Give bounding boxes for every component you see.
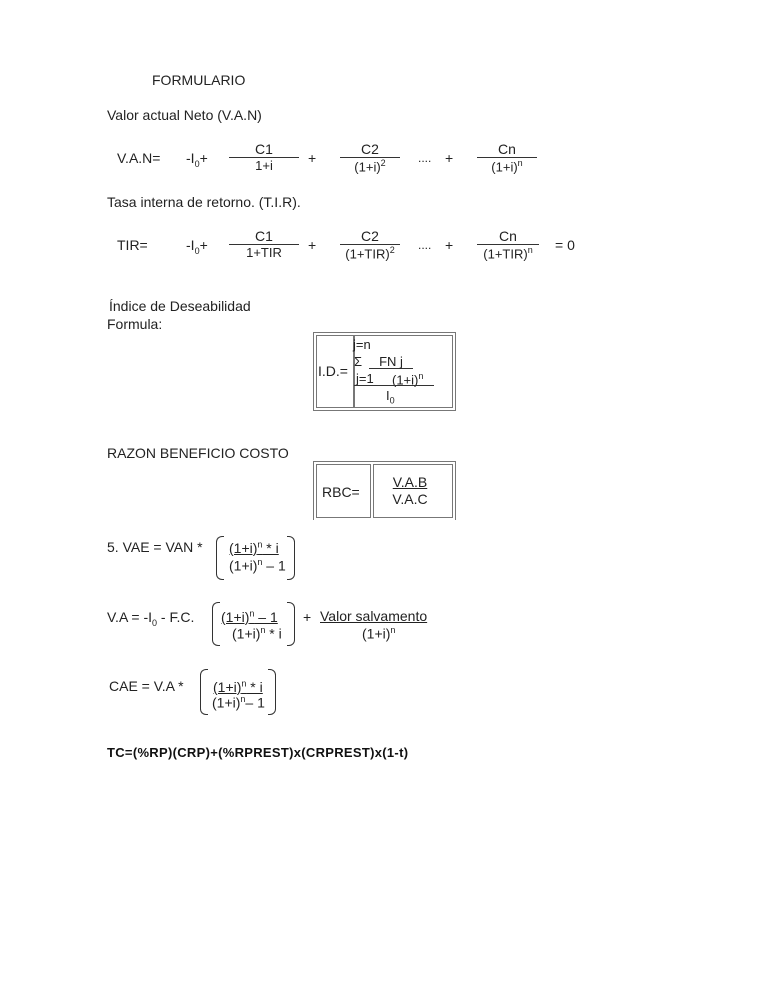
vae-right-bracket xyxy=(287,536,295,580)
cae-lhs: CAE = V.A * xyxy=(109,678,184,694)
formula-label: Formula: xyxy=(107,316,163,332)
id-sigma: Σ xyxy=(354,354,363,369)
id-main-fraction-line xyxy=(354,385,434,386)
van-heading: Valor actual Neto (V.A.N) xyxy=(107,107,262,123)
id-lhs: I.D.= xyxy=(318,363,348,379)
vae-numerator: $(1+i)^n * i$ xyxy=(229,539,279,556)
cae-right-bracket xyxy=(268,669,276,715)
vae-lhs: 5. VAE = VAN * xyxy=(107,539,203,555)
va-denominator: $(1+i)^n * i$ xyxy=(232,625,282,642)
id-heading: Índice de Deseabilidad xyxy=(109,298,251,314)
va-numerator: $(1+i)^n - 1$ xyxy=(221,608,278,625)
tir-equals-zero: = 0 xyxy=(555,237,575,253)
rbc-lhs: RBC= xyxy=(322,484,360,500)
vae-left-bracket xyxy=(216,536,224,580)
id-upper-limit: j=n xyxy=(353,337,371,352)
tir-dots: .... xyxy=(418,238,432,252)
van-term1: C1 1+i xyxy=(229,142,299,172)
tir-term2: C2 $(1+TIR)^2$ xyxy=(340,229,400,260)
vae-denominator: $(1+i)^n - 1$ xyxy=(229,557,286,574)
tir-i0: $-I_0+$ xyxy=(186,237,208,256)
van-term-n: Cn $(1+i)^n$ xyxy=(477,142,537,173)
va-salvage-numerator: Valor salvamento xyxy=(320,608,428,624)
tir-term-n: Cn $(1+TIR)^n$ xyxy=(477,229,539,260)
id-lower-limit: j=1 xyxy=(356,371,374,386)
tir-plus-2: + xyxy=(445,237,454,253)
va-plus: + xyxy=(303,609,312,625)
tir-lhs: TIR= xyxy=(117,237,148,253)
van-plus-1: + xyxy=(308,150,317,166)
tir-heading: Tasa interna de retorno. (T.I.R). xyxy=(107,194,301,210)
van-term2: C2 $(1+i)^2$ xyxy=(340,142,400,173)
id-denominator: $(1+i)^n$ xyxy=(392,371,424,388)
va-salvage-denominator: $(1+i)^n$ xyxy=(362,625,396,642)
van-dots: .... xyxy=(418,151,432,165)
va-left-bracket xyxy=(212,602,220,646)
id-i0: $I_0$ xyxy=(386,388,395,406)
va-right-bracket xyxy=(287,602,295,646)
id-fn: FN j xyxy=(369,355,413,369)
van-plus-2: + xyxy=(445,150,454,166)
cae-numerator: $(1+i)^n * i$ xyxy=(213,678,263,695)
tc-formula: TC=(%RP)(CRP)+(%RPREST)x(CRPREST)x(1-t) xyxy=(107,745,409,760)
page-title: FORMULARIO xyxy=(152,72,246,88)
rbc-fraction: V.A.B V.A.C xyxy=(392,474,428,507)
cae-denominator: $(1+i)^n-$ 1 xyxy=(212,694,265,711)
va-lhs: $V.A = -I_0 - F.C$. xyxy=(107,609,195,628)
van-i0: $-I_0+$ xyxy=(186,150,208,169)
tir-plus-1: + xyxy=(308,237,317,253)
cae-left-bracket xyxy=(200,669,208,715)
rbc-heading: RAZON BENEFICIO COSTO xyxy=(107,445,289,461)
tir-term1: C1 1+TIR xyxy=(229,229,299,259)
van-lhs: V.A.N= xyxy=(117,150,161,166)
